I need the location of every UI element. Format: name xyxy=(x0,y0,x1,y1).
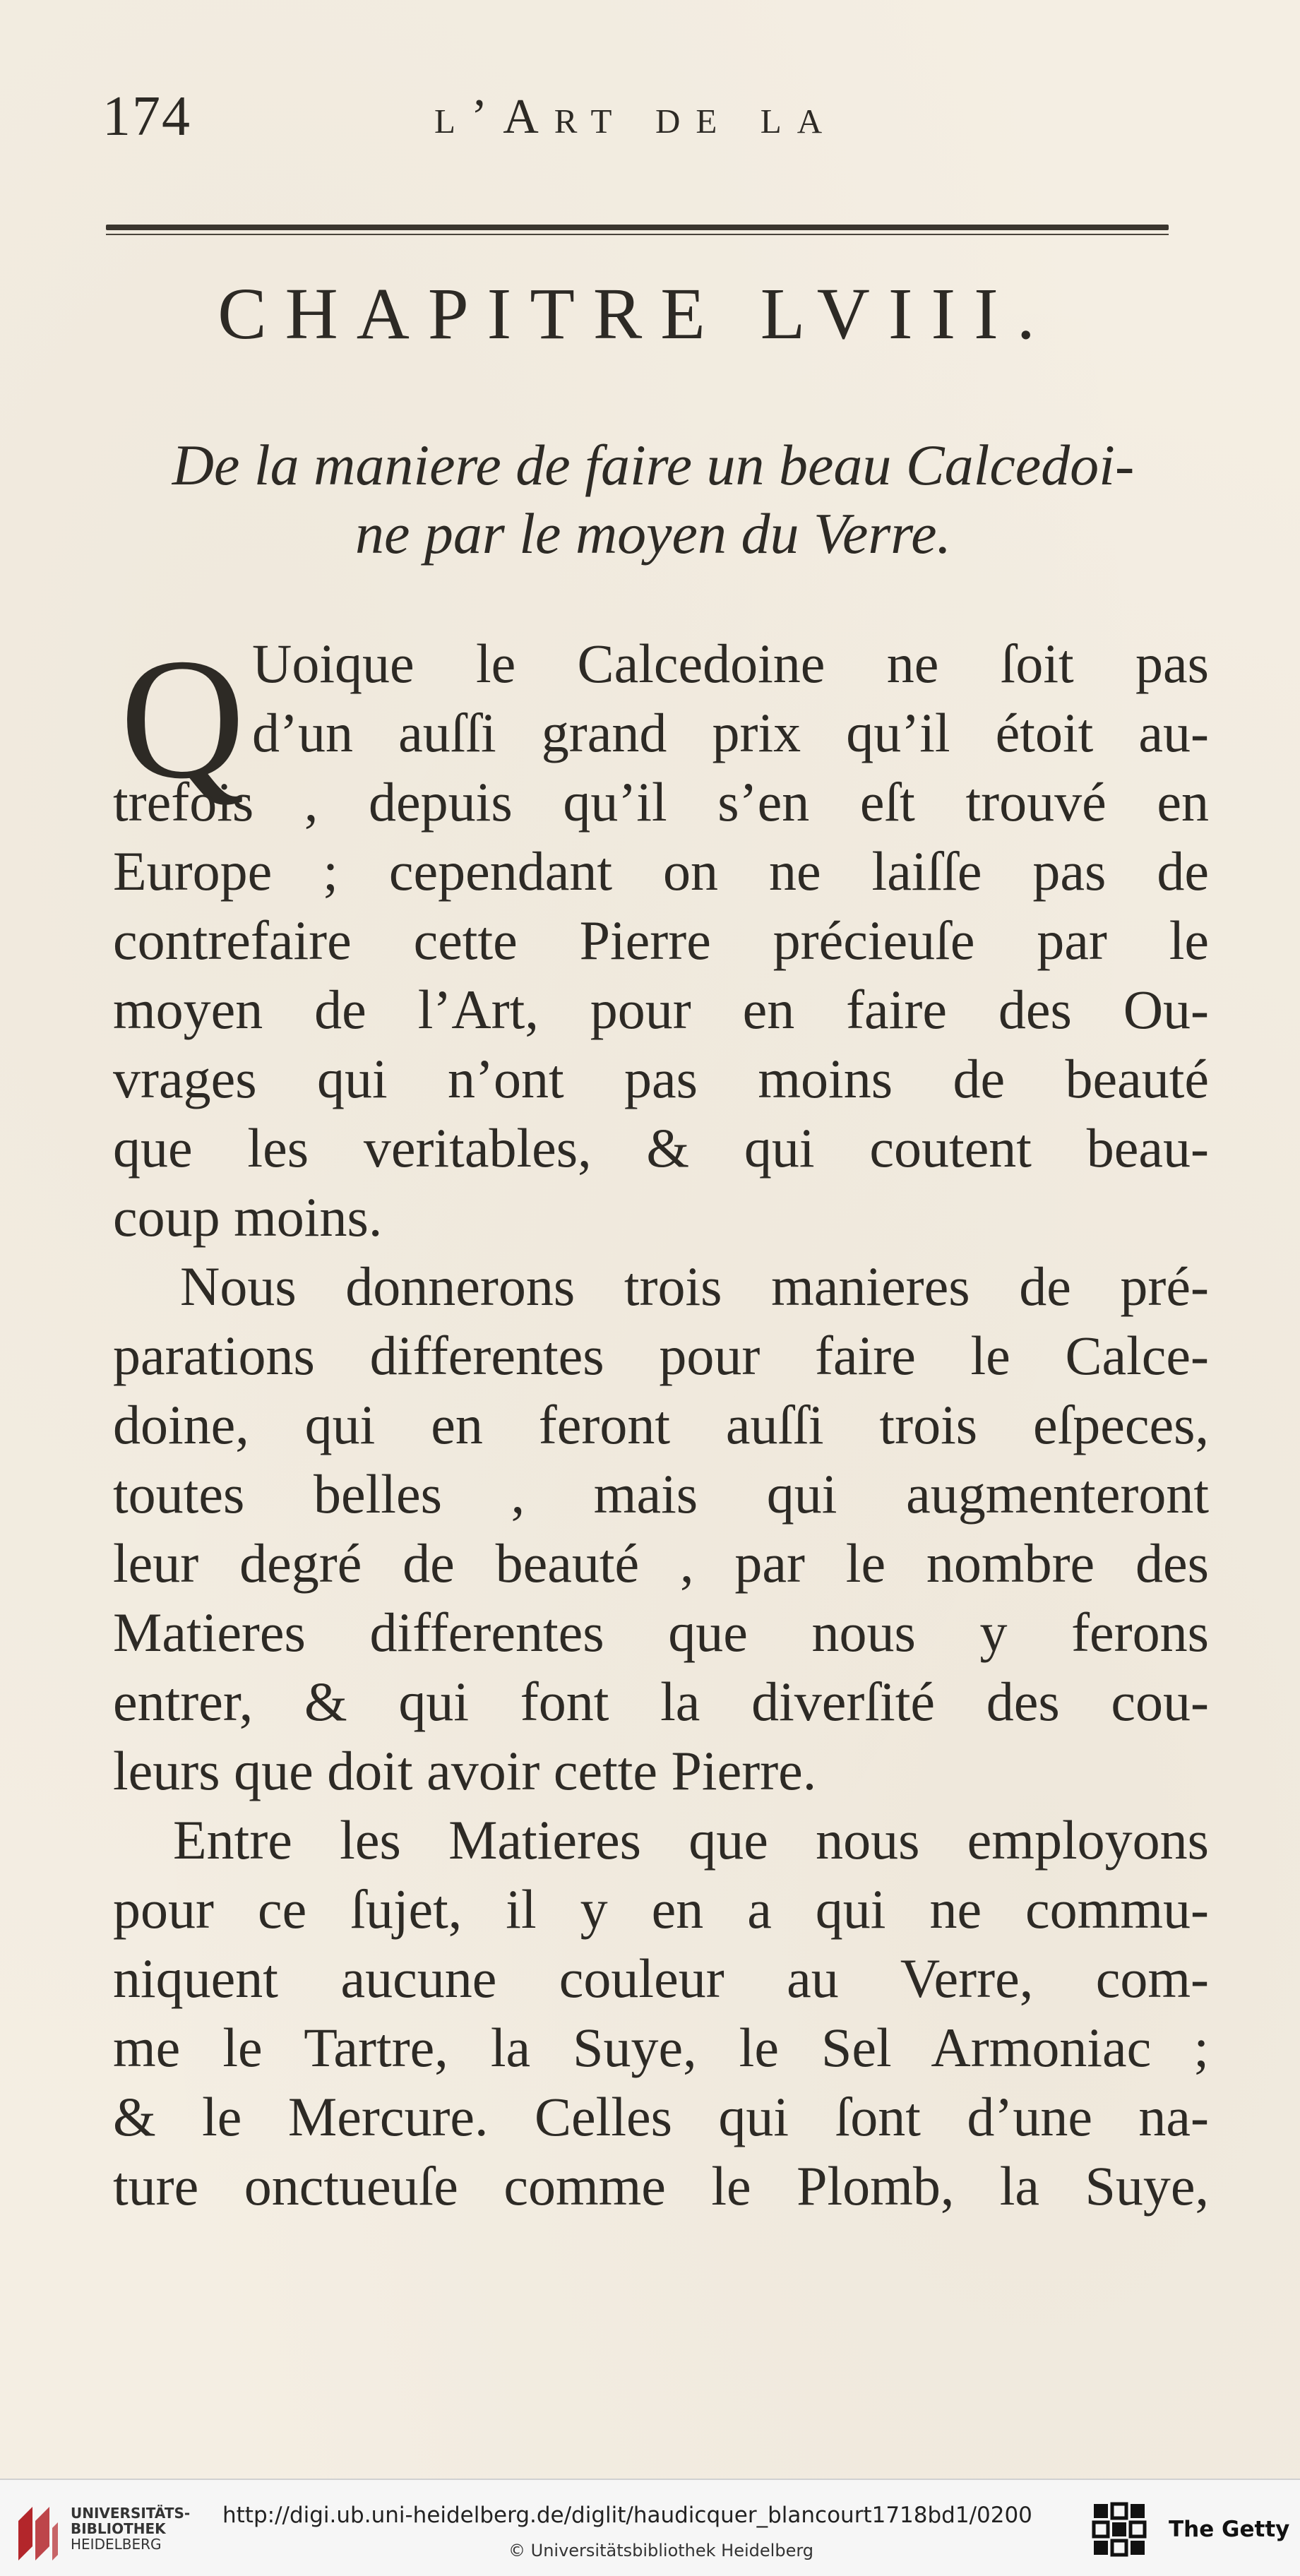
viewer-footer xyxy=(0,2479,1300,2576)
running-title: l’Art de la xyxy=(434,90,838,144)
running-head xyxy=(102,85,1162,162)
header-rule-thin xyxy=(106,234,1169,235)
text-line: moyen de l’Art, pour en faire des Ou- xyxy=(113,979,1209,1040)
text-line: & le Mercure. Celles qui ſont d’une na- xyxy=(113,2086,1209,2147)
text-line: ture onctueuſe comme le Plomb, la Suye, xyxy=(113,2155,1209,2217)
copyright-text: © Universitätsbibliothek Heidelberg xyxy=(508,2541,814,2560)
getty-logo-icon xyxy=(1091,2501,1147,2558)
institution-name-line: BIBLIOTHEK xyxy=(71,2520,166,2537)
chapter-heading: CHAPITRE LVIII. xyxy=(217,273,1054,354)
text-line: parations differentes pour faire le Calce- xyxy=(113,1325,1209,1386)
subtitle-line: De la maniere de faire un beau Calcedoi- xyxy=(172,433,1135,497)
text-line: que les veritables, & qui coutent beau- xyxy=(113,1117,1209,1179)
text-line: doine, qui en feront auſſi trois eſpeces, xyxy=(113,1394,1209,1455)
text-line: me le Tartre, la Suye, le Sel Armoniac ; xyxy=(113,2017,1209,2078)
text-line: leur degré de beauté , par le nombre des xyxy=(113,1532,1209,1594)
source-link[interactable]: http://digi.ub.uni-heidelberg.de/diglit/haudicquer_blancourt1718bd1/0200 xyxy=(222,2503,1032,2528)
text-line: leurs que doit avoir cette Pierre. xyxy=(113,1740,817,1801)
text-line: Entre les Matieres que nous employons xyxy=(173,1809,1209,1871)
text-line: toutes belles , mais qui augmenteront xyxy=(113,1463,1209,1525)
institution-name-line: UNIVERSITÄTS- xyxy=(71,2505,191,2522)
text-line: Europe ; cependant on ne laiſſe pas de xyxy=(113,840,1209,902)
chapter-subtitle xyxy=(106,431,1200,568)
text-line: trefois , depuis qu’il s’en eſt trouvé en xyxy=(113,771,1209,833)
text-line: Matieres differentes que nous y ferons xyxy=(113,1602,1209,1663)
subtitle-line: ne par le moyen du Verre. xyxy=(354,501,952,566)
page-number: 174 xyxy=(102,85,191,148)
text-line: pour ce ſujet, il y en a qui ne commu- xyxy=(113,1878,1209,1940)
institution-name-line: HEIDELBERG xyxy=(71,2536,162,2553)
text-line: coup moins. xyxy=(113,1186,383,1248)
text-line: contrefaire cette Pierre précieuſe par le xyxy=(113,910,1209,971)
drop-cap: Q xyxy=(120,623,245,814)
text-line: entrer, & qui font la diverſité des cou- xyxy=(113,1671,1209,1732)
partner-name: The Getty xyxy=(1169,2517,1290,2542)
text-line: niquent aucune couleur au Verre, com- xyxy=(113,1948,1209,2009)
text-line: Uoique le Calcedoine ne ſoit pas xyxy=(252,633,1209,694)
university-logo-icon xyxy=(16,2500,61,2563)
institution-name xyxy=(71,2505,190,2552)
text-line: d’un auſſi grand prix qu’il étoit au- xyxy=(252,702,1209,763)
header-rule xyxy=(106,225,1169,230)
text-line: vrages qui n’ont pas moins de beauté xyxy=(113,1048,1209,1109)
text-line: Nous donnerons trois manieres de pré- xyxy=(180,1256,1209,1317)
